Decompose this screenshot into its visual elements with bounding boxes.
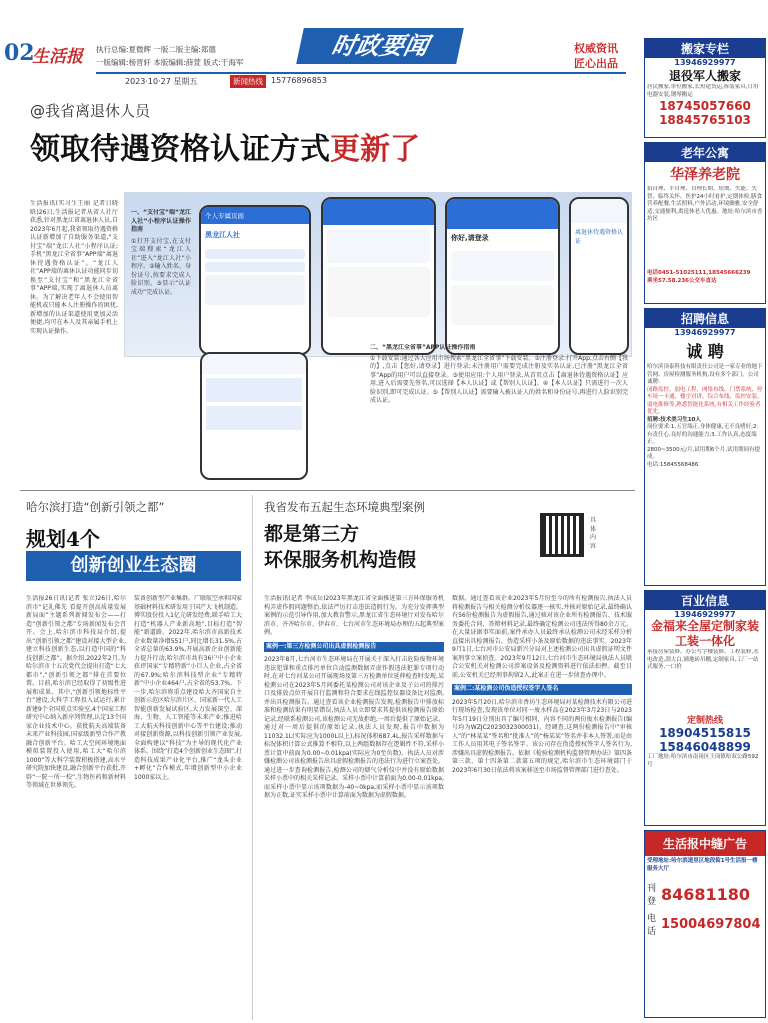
ad4-phone: 13946929977 (674, 610, 736, 619)
case1-title: 案例一:第三方检测公司出具虚假检测报告 (264, 642, 444, 653)
article2-kicker: 哈尔滨打造“创新引领之都” (26, 500, 165, 514)
app-screenshots (124, 192, 632, 357)
ad-gutter-ads (644, 830, 766, 1018)
ad3-requirements: 岗位要求:1.五官端正,身体健康,无不良嗜好;2.有责任心,良好的沟通能力;3.工作认真,态度端正。 (647, 424, 759, 445)
ad-moving (644, 38, 766, 138)
article3-col2 (452, 595, 632, 1015)
ad-recruitment (644, 308, 766, 586)
article2-headline-line1: 规划4个 (26, 527, 100, 551)
ad1-phone: 13946929977 (674, 58, 736, 67)
ad5-tel2-label: 电话 (647, 914, 657, 937)
ad4-contact-label: 定制热线 (686, 716, 723, 726)
phone-mockup-4 (569, 197, 629, 355)
qr-label: 具体内容 (590, 517, 597, 550)
hotline-label: 新闻热线 (230, 75, 266, 88)
ad5-title: 生活报中缝广告 (645, 831, 765, 856)
article3-headline-line2: 环保服务机构造假 (264, 549, 417, 571)
ad4-tel2: 15846048899 (659, 740, 751, 754)
ad4-tel1: 18904515815 (659, 726, 751, 740)
ad5-tel2: 15004697804 (661, 916, 761, 932)
ad1-desc: 居民搬家,单位搬家,长短途货运,拆装家具,日用电器安装,钢琴搬运 (647, 84, 759, 98)
ad4-desc: 承接房屋装修、办公写字楼装修、工程装修,水电改造,刮大白,铺地砖吊棚,定制家具,工厂一站式服务,一口价 (647, 649, 759, 670)
staff-line-2: 一版编辑:杨晋轩 本版编辑:薛萱 版式:于海军 (96, 58, 244, 67)
slogan-1: 权威资讯 (574, 42, 618, 55)
masthead (0, 0, 648, 90)
article-eco-cases (258, 495, 638, 1020)
hotline-number: 15776896853 (271, 76, 327, 85)
phone-mockup-1 (199, 205, 311, 355)
article1-headline-main: 领取待遇资格认证方式 (30, 132, 330, 167)
article-innovation-hub (20, 495, 248, 1020)
phone-mockup-2 (321, 197, 436, 355)
guide1-title: 一、“支付宝”端“龙江人社”小程序认证操作指南 (131, 209, 191, 233)
guide1-steps: ①打开支付宝,在支付宝端搜索“龙江人社”进入“龙江人社”小程序。②输入姓名、身份证号,按要求完成人脸识别。③显示“认证成功”完成认证。 (131, 237, 191, 296)
page-number: 02 (4, 40, 35, 66)
ad5-tel1: 84681180 (661, 884, 751, 904)
guide1-box (131, 209, 191, 429)
ad-nursing-home (644, 142, 766, 304)
ad1-name: 退役军人搬家 (668, 69, 741, 83)
ad3-jobs: 闭路监控、弱电工程、网络布线、门禁系统、停车场一卡通、楼宇对讲、综合布线、监控安装、弱电维修等,熟悉智能化系统,有相关工作经验者优先。 (647, 386, 763, 415)
article3-intro: 生活报讯(记者 李成岳)2023年黑龙江省全面推进第三方环保服务机构弄虚作假问题整治,依法严厉打击违法造假行为。为充分发挥典型案例的示范引导作用,加大教育警示,黑龙江省生态环境厅对发布哈尔滨市、齐齐哈尔市、伊春市、七台河市生态环境局办理的五起典型案例。 (264, 595, 444, 636)
article2-body-col2: 装备创新型产业集群。广联航空承担国家基础材料技术研发用于国产大飞机制造。博实股份投入1亿元研发经费,联手哈工大打造“机器人产业新高地”,目标打造“智能”新道路。2022年,哈尔滨市高新技术企业数量净增551户,同比增长31.5%,占全省总量的63.9%,开展高新企业创新能力提升行动,哈尔滨市共有36户中小企业获评国家“专精特新”小巨人企业,占全省的67.9%;哈尔滨科技型企业“专精特新”中小企业464户,占全省的53.7%。下一步,哈尔滨将重点建设哈大齐国家自主创新示范区哈尔滨片区、国家新一代人工智能创新发展试验区,大力发展深空、深海、生物、人工智能等未来产业;推进哈工大航天科技创新中心等平台建设;推动对接创新资源,以科技创新引领产业发展,全面构建以“科技”为主导的现代化产业体系。围绕“打造4个创新创业生态圈”,打造科技成果产业化平台,推广“龙头企业+孵化”合作模式,年增创新型中小企业1000家以上。 (134, 595, 242, 781)
article2-headline-line2: 创新创业生态圈 (26, 551, 241, 581)
staff-line-1: 执行总编:夏微辉 一版二版主编:郑德 (96, 45, 216, 54)
ad5-tel1-label: 刊登 (647, 884, 657, 907)
ad4-name: 金福来全屋定制家装工装一体化 (650, 619, 759, 648)
ad5-desc: 受理地址:哈尔滨道里区地段街1号生活报一楼服务大厅 (647, 858, 758, 872)
article1-body: 生活报讯(实习生王丽 记者日晓晗)26日,生活报记者从省人社厅获悉,针对黑龙江省离退休人员,自2023年6月起,我省领取待遇资格认证新增加了自助服务渠道,“支付宝”端“龙江人社”小程序认证;手机“黑龙江全省事”APP端“离退休待遇资格认证”。“龙江人社”APP端的离休认证功能同步切换至“支付宝”和“黑龙江全省事”APP端,实现了离退休人员离休。为了解决老年人不会使用智能机或只能本人注册操作的困扰,新增加的认证渠道使用更加灵活便捷,均可在本人及其亲属手机上实现认证操作。 (30, 200, 118, 335)
ad-column (644, 38, 766, 1020)
ad2-desc: 招自理、半自理、自理长期、短期、失能、失智、临终关怀。医护24小时看护,定期体检,膳食营养配餐,生活照料,户外活动,环境幽雅,安全舒适,交通便利,离退休老人优惠。地址:哈尔滨市香坊区 (647, 186, 763, 222)
date-line: 2023·10·27 星期五 (125, 77, 198, 86)
guide2-title: 二、“黑龙江全省事”APP认证操作指南 (370, 344, 476, 351)
ad-home-decor (644, 590, 766, 826)
phone-mockup-5 (200, 352, 308, 480)
guide2-box (370, 344, 628, 474)
article1-headline-highlight: 更新了 (330, 132, 420, 167)
phone1-app-name: 黑龙江人社 (205, 231, 240, 239)
phone-mockup-3 (445, 197, 560, 355)
article3-headline-line1: 都是第三方 (264, 523, 360, 545)
ad2-title: 老年公寓 (645, 143, 765, 162)
ad3-title: 招聘信息 (645, 309, 765, 328)
ad2-addr: 乘坐57.58.236公交车直达 (647, 277, 717, 284)
ad3-salary: 2800~3500元/月,试用期6个月,试用期间有提成。 (647, 446, 760, 460)
ad4-addr: 工厂地址:哈尔滨市南岗区王岗镇哈双公路592号 (647, 754, 759, 768)
article3-col1 (264, 595, 444, 1015)
ad2-name: 华泽养老院 (670, 167, 740, 183)
ad3-phone: 13946929977 (674, 328, 736, 337)
ad1-title: 搬家专栏 (645, 39, 765, 58)
article3-kicker: 我省发布五起生态环境典型案例 (264, 500, 425, 514)
section-title: 时政要闻 (296, 28, 464, 64)
qr-code[interactable] (540, 513, 584, 557)
ad1-tel2: 18845765103 (659, 113, 751, 127)
ad1-tel1: 18745057660 (659, 99, 751, 113)
case1-body: 2023年8月,七台河市生态环境局在开展关于深入打击危险废物环境违法犯罪和重点排污单位自动监测数据弄虚作假违法犯罪专项行动时,在对七台河某公司开展现场及第三方检测单位延伸检查时发现,某检测公司在2023年5月间委托某检测公司对该企业及子公司的排污口及排放点位开展自行监测和符合要求在线监控仪器设备比对监测,并出具检测报告。通过查看该企业检测报告发现,检测报告中排放标准和检测结果有明显错误,执法人员立即要求其提供该检测报告原始记录,经联系检测公司,该检测公司无故拒绝,一周后提供了原始记录。通过对一周后提供的原始记录,执法人员发现,报告中数据为11032.1L(实际应为1000L以上),标况体积687.4L,报告采样数据与标况体积计算公式推算不相符,以上两组数据存在逻辑性不符,采样小票计算中前面为0.00~0.01kpa(实际应为0至负数)。执法人员对涉嫌检测公司该检测报告出具虚假检测报告的违法行为进行立案查处。通过进一步查询检测报告,检测公司的烟气分析仪中并没有原始数据采样小票中的相关采样记录。采样小票中计算前面为0.00-0.01kpa,而采样小票中显示该项数据为-40~0kpa,而采样小票中显示该项数据为正数,证实采样小票中计算前面为数据为虚假数据。 (264, 656, 444, 799)
paper-name: 生活报 (32, 47, 83, 67)
phone1-header: 个人专属页面 (201, 207, 309, 224)
slogan-2: 匠心出品 (574, 57, 618, 70)
article2-body-col1: 生活报26日讯(记者 张立)26日,哈尔滨市“记礼佛先 看提开创高质量发展新局面”主题系列新闻发布会——打造“创新引领之都”专场新闻发布会召开。会上,哈尔滨市科技局介绍,提出“创新引领之都”建设对接大型企业,建立科技创新生态,以打造中国的“科技创新之都”。据介绍,2022年2月,为哈尔滨市十五次党代会提出打造“七大都市”,“创新引领之都”排在首要位置。目前,哈尔滨已经取得了初级性进展和成果。其中,“创新引领地标性平台”建设,大科学工程投入试运行,累计新建9个全国重点实验室,4个国家工程研究中心纳入新序列管理,认定13个国家企业技术中心。获批航天高端装备未来产业科技园,国家级新型合作产教融合创新平台。哈工大空间环境地面模拟装置投入使用,哈工大“哈尔滨1000”等大科学装置积极搭建,高水平研究院加快建设,融合创新平台获批,开辟“一院一所一校”,生物医药和新材料等领域在世界领先。 (26, 595, 126, 789)
ad2-tel: 电话0451-51025111,18545666239 (647, 270, 751, 276)
ad3-body: 哈尔滨顶泰科技有限责任公司是一家专业的地下管网、房屋检测服务机构,设有多个部门。公司诚聘: (647, 364, 763, 385)
case2-body: 2023年5月20日,哈尔滨市香坊生态环境局对某检测技术有限公司进行现场检查,发现该单位对同一废水样品在2023年3月23日与2023年5月19日分别出具了编号相同、内容不同的两份废水检测报告(编号均为WZJC2023032300031)。经调查,这两份检测报告中“审核人”的“林某某”签名和“批准人”的“杨某某”签名并非本人签署,而是由工作人员用其电子签名签字。该公司存在伪造授权签字人签名行为,涉嫌出具虚假检测报告。依据《检验检测机构监督管理办法》第四条第三款、第十四条第二款第五项的规定,哈尔滨市生态环境部门于2023年6月30日依法将该案移送至市场监督管理部门进行查处。 (452, 698, 632, 774)
ad3-contact: 电话:15845568486 (647, 461, 699, 468)
article-pension-auth (20, 92, 635, 487)
ad3-head: 诚 聘 (686, 342, 724, 361)
ad3-job-title: 招聘:技术类习生10人 (647, 416, 701, 423)
case2-title: 案例二:某检测公司伪造授权签字人签名 (452, 684, 632, 695)
article1-kicker: @我省离退休人员 (30, 102, 151, 120)
article1-headline (30, 124, 420, 168)
phone2-label: 离退休待遇资格认证 (575, 229, 624, 245)
guide2-steps: ①下载安装:通过各大应用市场搜索“黑龙江全省事”下载安装。②注册登录:打开App,点击右侧【我的】,点击【您好,请登录】进行登录;未注册用户需要完成注册及实名认证,已注册“黑龙江全省事”App的用户可以直接登录。③使用应用:个人用户登录,从首页点击【离退休待遇资格认证】应用,进入后需要先签名,可以选择【本人认证】或【帮别人认证】。④【本人认证】只需进行一次人脸识别,即可完成认证。⑤【帮别人认证】需要输入被认证人的姓名和身份证号,再进行人脸识别完成认证。 (370, 354, 628, 404)
phone2-greeting: 你好,请登录 (451, 234, 489, 242)
case1-continued: 数据。通过查看该企业2023年5月份至今的所有检测报告,执法人员将检测报告与相关检测分析仪器逐一核实,并核对原始记录,最终确认有56份检测报告为虚假报告,通过核对该企业所有检测报告、技术服务委托合同、答辩材料记录,最终确定检测公司违法所得80余万元。在大量证据事实面前,案件承办人员最终承认检测公司未经采样分析直接出具检测报告、伪造采样小条及原始数据的违法事实。2023年9月1日,七台河市公安局新兴分局对上述检测公司出具虚假证明文件案刑事立案侦查。2023年9月12日,七台河市生态环境局执法人员联合公安机关对检测公司涉案设备及检测资料进行依法扣押。截至目前,公安机关已经刑事拘留2人,此案正在进一步侦查办理中。 (452, 595, 632, 679)
ad4-title: 百业信息 (645, 591, 765, 610)
